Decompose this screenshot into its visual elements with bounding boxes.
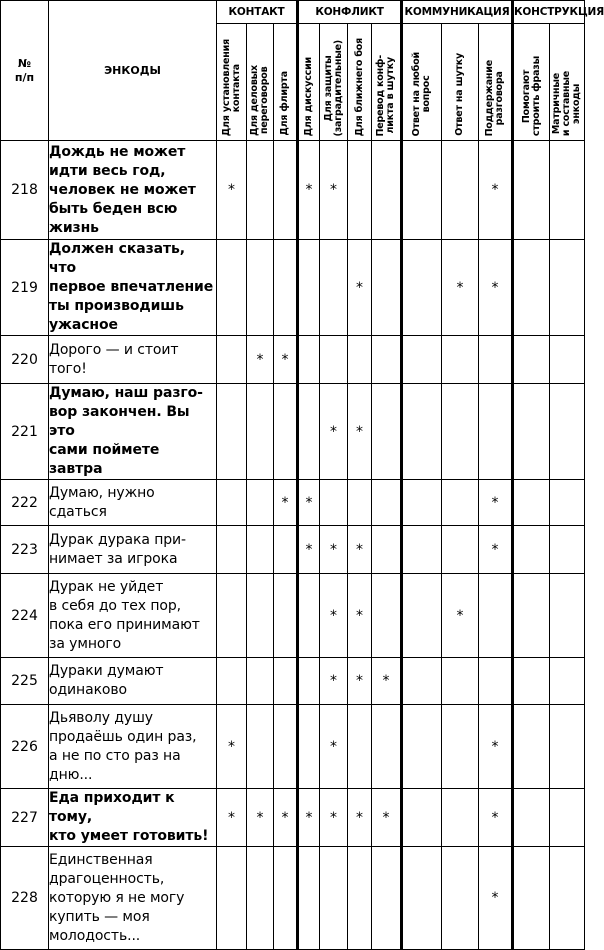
mark-cell [298, 240, 320, 336]
mark-cell [217, 574, 247, 658]
table-row [1, 384, 585, 480]
encode-phrase: Единственная драгоценность, которую я не могу купить — моя молодость... [49, 847, 217, 950]
encode-phrase: Дьяволу душу продаёшь один раз, а не по сто раз на дню... [49, 705, 217, 789]
encode-phrase: Дурак дурака при- нимает за игрока [49, 526, 217, 574]
mark-cell [402, 705, 442, 789]
row-number: 225 [1, 658, 49, 705]
mark-cell: * [348, 658, 372, 705]
mark-cell [550, 847, 585, 950]
mark-cell [550, 480, 585, 526]
mark-cell: * [320, 141, 348, 240]
mark-cell [550, 384, 585, 480]
mark-cell [442, 336, 479, 384]
table-body [1, 141, 585, 950]
mark-cell [274, 847, 298, 950]
mark-cell: * [320, 526, 348, 574]
table-row [1, 240, 585, 336]
mark-cell [550, 526, 585, 574]
column-header [274, 24, 298, 141]
row-number: 223 [1, 526, 49, 574]
mark-cell [372, 336, 402, 384]
mark-cell [442, 789, 479, 847]
table-row [1, 141, 585, 240]
group-header: КОНТАКТ [217, 1, 298, 24]
mark-cell: * [274, 336, 298, 384]
group-header-row [1, 1, 585, 24]
column-header [348, 24, 372, 141]
number-column-header: № п/п [1, 1, 49, 141]
mark-cell: * [217, 789, 247, 847]
mark-cell [513, 526, 550, 574]
encode-phrase: Дураки думают одинаково [49, 658, 217, 705]
mark-cell [402, 240, 442, 336]
encode-phrase: Дождь не может идти весь год, человек не может быть беден всю жизнь [49, 141, 217, 240]
group-header: КОНФЛИКТ [298, 1, 402, 24]
mark-cell [513, 658, 550, 705]
table-row [1, 789, 585, 847]
mark-cell [217, 847, 247, 950]
mark-cell [217, 658, 247, 705]
row-number: 227 [1, 789, 49, 847]
mark-cell [372, 574, 402, 658]
mark-cell: * [298, 526, 320, 574]
mark-cell: * [298, 789, 320, 847]
mark-cell [402, 789, 442, 847]
mark-cell: * [348, 789, 372, 847]
mark-cell [274, 574, 298, 658]
mark-cell [372, 384, 402, 480]
mark-cell [247, 574, 274, 658]
column-header [217, 24, 247, 141]
mark-cell [442, 141, 479, 240]
mark-cell [247, 141, 274, 240]
mark-cell: * [247, 789, 274, 847]
table-row [1, 526, 585, 574]
mark-cell: * [320, 789, 348, 847]
mark-cell [402, 847, 442, 950]
mark-cell: * [217, 141, 247, 240]
mark-cell: * [372, 789, 402, 847]
mark-cell [402, 480, 442, 526]
column-header [320, 24, 348, 141]
mark-cell [320, 240, 348, 336]
row-number: 226 [1, 705, 49, 789]
mark-cell [550, 789, 585, 847]
column-header-label: Помогают строить фразы [520, 55, 542, 136]
mark-cell [372, 480, 402, 526]
mark-cell [320, 847, 348, 950]
mark-cell [550, 141, 585, 240]
column-header-label: Ответ на любой вопрос [411, 51, 432, 136]
mark-cell: * [479, 705, 513, 789]
mark-cell [372, 526, 402, 574]
mark-cell [274, 240, 298, 336]
mark-cell [247, 384, 274, 480]
mark-cell [402, 526, 442, 574]
mark-cell [247, 480, 274, 526]
mark-cell [402, 336, 442, 384]
mark-cell [274, 705, 298, 789]
mark-cell: * [348, 526, 372, 574]
encode-phrase: Дорого — и стоит того! [49, 336, 217, 384]
mark-cell: * [274, 480, 298, 526]
mark-cell [442, 384, 479, 480]
mark-cell [402, 384, 442, 480]
column-header-label: Поддержание разговора [484, 59, 505, 136]
mark-cell [402, 658, 442, 705]
mark-cell [513, 336, 550, 384]
mark-cell [550, 658, 585, 705]
mark-cell: * [217, 705, 247, 789]
mark-cell [372, 240, 402, 336]
mark-cell [298, 336, 320, 384]
mark-cell [217, 240, 247, 336]
mark-cell [372, 847, 402, 950]
mark-cell: * [479, 847, 513, 950]
table-row [1, 574, 585, 658]
mark-cell [247, 705, 274, 789]
mark-cell [320, 480, 348, 526]
mark-cell [442, 658, 479, 705]
column-header [372, 24, 402, 141]
mark-cell [550, 705, 585, 789]
mark-cell: * [479, 526, 513, 574]
mark-cell [442, 847, 479, 950]
column-header [247, 24, 274, 141]
mark-cell [217, 336, 247, 384]
mark-cell: * [442, 574, 479, 658]
table-row [1, 705, 585, 789]
mark-cell: * [320, 705, 348, 789]
column-header-label: Для флирта [279, 71, 290, 136]
column-header [513, 24, 550, 141]
mark-cell [550, 336, 585, 384]
column-header-label: Матричные и составные энкоды [551, 70, 582, 136]
group-header: КОНСТРУКЦИЯ [513, 1, 585, 24]
mark-cell [247, 240, 274, 336]
column-header [479, 24, 513, 141]
mark-cell [274, 526, 298, 574]
column-header-label: Перевод конф- ликта в шутку [375, 54, 396, 136]
mark-cell: * [320, 658, 348, 705]
table-row [1, 336, 585, 384]
mark-cell [298, 847, 320, 950]
mark-cell [247, 658, 274, 705]
mark-cell [479, 336, 513, 384]
mark-cell: * [348, 240, 372, 336]
mark-cell [402, 574, 442, 658]
mark-cell [348, 141, 372, 240]
row-number: 218 [1, 141, 49, 240]
mark-cell [513, 574, 550, 658]
encodes-column-header: ЭНКОДЫ [49, 1, 217, 141]
mark-cell [513, 240, 550, 336]
mark-cell [217, 480, 247, 526]
table-row [1, 847, 585, 950]
row-number: 219 [1, 240, 49, 336]
mark-cell: * [348, 574, 372, 658]
mark-cell [298, 705, 320, 789]
row-number: 228 [1, 847, 49, 950]
encode-phrase: Думаю, наш разго- вор закончен. Вы это сами поймете завтра [49, 384, 217, 480]
mark-cell [298, 658, 320, 705]
mark-cell: * [247, 336, 274, 384]
group-header: КОММУНИКАЦИЯ [402, 1, 513, 24]
mark-cell: * [479, 789, 513, 847]
mark-cell [479, 384, 513, 480]
mark-cell [348, 336, 372, 384]
mark-cell [247, 847, 274, 950]
encode-phrase: Думаю, нужно сдаться [49, 480, 217, 526]
mark-cell: * [298, 141, 320, 240]
mark-cell [247, 526, 274, 574]
mark-cell [442, 705, 479, 789]
mark-cell: * [320, 384, 348, 480]
table-row [1, 658, 585, 705]
mark-cell [402, 141, 442, 240]
mark-cell [348, 847, 372, 950]
column-header-label: Для деловых переговоров [249, 65, 270, 136]
mark-cell: * [372, 658, 402, 705]
mark-cell: * [442, 240, 479, 336]
mark-cell [442, 526, 479, 574]
mark-cell [479, 574, 513, 658]
column-header-label: Для дискуссии [303, 56, 314, 136]
mark-cell: * [320, 574, 348, 658]
mark-cell [513, 384, 550, 480]
column-header [298, 24, 320, 141]
column-header [550, 24, 585, 141]
column-header-label: Ответ на шутку [454, 53, 465, 136]
mark-cell: * [348, 384, 372, 480]
mark-cell: * [298, 480, 320, 526]
column-header [442, 24, 479, 141]
mark-cell [513, 705, 550, 789]
mark-cell [550, 240, 585, 336]
column-header [402, 24, 442, 141]
mark-cell [479, 658, 513, 705]
mark-cell: * [479, 240, 513, 336]
mark-cell: * [274, 789, 298, 847]
mark-cell [274, 384, 298, 480]
mark-cell [372, 705, 402, 789]
mark-cell [217, 384, 247, 480]
encode-phrase: Дурак не уйдет в себя до тех пор, пока его принимают за умного [49, 574, 217, 658]
mark-cell [513, 789, 550, 847]
mark-cell: * [479, 480, 513, 526]
mark-cell [513, 141, 550, 240]
mark-cell [298, 574, 320, 658]
column-header-label: Для установления контакта [220, 38, 242, 136]
mark-cell [348, 705, 372, 789]
mark-cell [320, 336, 348, 384]
mark-cell [274, 658, 298, 705]
mark-cell [513, 480, 550, 526]
mark-cell [217, 526, 247, 574]
encode-phrase: Должен сказать, что первое впечатление ты производишь ужасное [49, 240, 217, 336]
mark-cell [274, 141, 298, 240]
mark-cell [442, 480, 479, 526]
mark-cell: * [479, 141, 513, 240]
encode-phrase: Еда приходит к тому, кто умеет готовить! [49, 789, 217, 847]
mark-cell [513, 847, 550, 950]
mark-cell [348, 480, 372, 526]
row-number: 220 [1, 336, 49, 384]
column-header-label: Для ближнего боя [353, 37, 365, 136]
column-header-label: Для защиты (заградительные) [322, 39, 344, 136]
row-number: 224 [1, 574, 49, 658]
row-number: 221 [1, 384, 49, 480]
mark-cell [372, 141, 402, 240]
table-row [1, 480, 585, 526]
row-number: 222 [1, 480, 49, 526]
mark-cell [298, 384, 320, 480]
mark-cell [550, 574, 585, 658]
